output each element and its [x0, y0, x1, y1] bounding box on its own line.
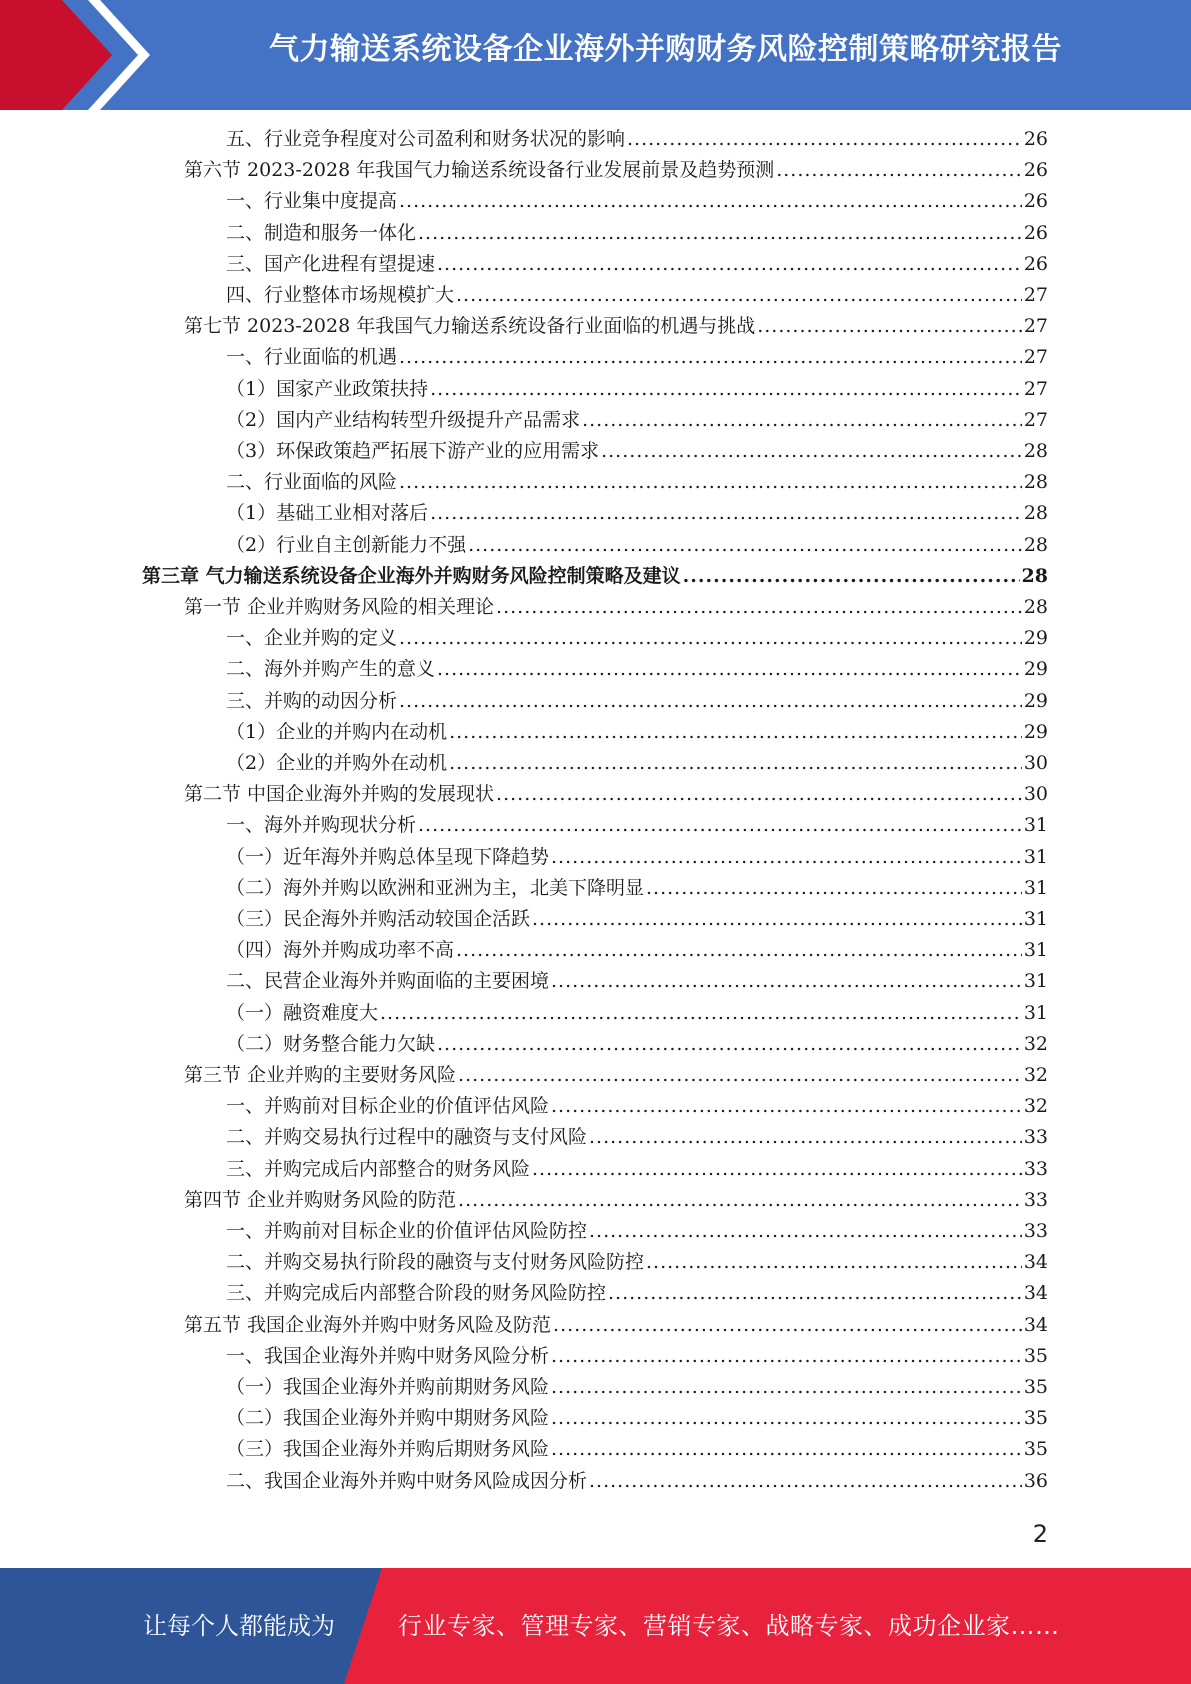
toc-dot-leader — [399, 342, 1022, 373]
toc-entry-label: 二、行业面临的风险 — [226, 471, 398, 494]
toc-entry-page: 33 — [1023, 1220, 1048, 1242]
toc-dot-leader — [551, 966, 1022, 997]
toc-subsection-entry[interactable] — [226, 904, 1048, 935]
toc-dot-leader — [757, 311, 1022, 342]
toc-dot-leader — [646, 1247, 1022, 1278]
toc-subsection-entry[interactable] — [226, 374, 1048, 405]
toc-entry-page: 35 — [1023, 1376, 1048, 1398]
toc-dot-leader — [532, 904, 1022, 935]
toc-entry-page: 31 — [1023, 1001, 1048, 1024]
toc-entry-page: 28 — [1023, 596, 1048, 618]
toc-entry-page: 34 — [1023, 1282, 1048, 1305]
toc-dot-leader — [683, 561, 1020, 592]
toc-dot-leader — [399, 186, 1022, 217]
toc-dot-leader — [646, 873, 1022, 904]
toc-subsection-entry[interactable] — [226, 1403, 1048, 1434]
toc-entry-label: （四）海外并购成功率不高 — [226, 939, 455, 962]
toc-subsection-entry[interactable] — [226, 1154, 1048, 1185]
toc-entry-page: 28 — [1023, 471, 1048, 494]
toc-entry-page: 26 — [1023, 252, 1048, 275]
toc-subsection-entry[interactable] — [226, 1434, 1048, 1465]
toc-dot-leader — [551, 842, 1022, 873]
toc-entry-page: 31 — [1023, 876, 1048, 899]
toc-entry-page: 29 — [1023, 689, 1048, 712]
toc-entry-label: 五、行业竞争程度对公司盈利和财务状况的影响 — [226, 128, 626, 150]
toc-entry-page: 31 — [1023, 970, 1048, 993]
toc-subsection-entry[interactable] — [226, 498, 1048, 529]
toc-entry-page: 27 — [1023, 284, 1048, 306]
toc-subsection-entry[interactable] — [226, 717, 1048, 748]
toc-entry-page: 36 — [1023, 1469, 1048, 1492]
toc-subsection-entry[interactable] — [226, 530, 1048, 561]
toc-entry-label: （三）民企海外并购活动较国企活跃 — [226, 908, 531, 930]
toc-dot-leader — [430, 498, 1022, 529]
toc-dot-leader — [551, 1403, 1022, 1434]
toc-entry-page: 26 — [1023, 190, 1048, 213]
toc-dot-leader — [458, 1060, 1022, 1091]
toc-dot-leader — [627, 124, 1022, 155]
toc-entry-label: 二、并购交易执行阶段的融资与支付财务风险防控 — [226, 1251, 645, 1274]
toc-entry-label: 一、行业集中度提高 — [226, 190, 398, 213]
toc-entry-label: 二、我国企业海外并购中财务风险成因分析 — [226, 1469, 588, 1492]
toc-subsection-entry[interactable] — [226, 467, 1048, 498]
toc-entry-page: 26 — [1023, 159, 1048, 182]
toc-subsection-entry[interactable] — [226, 280, 1048, 311]
toc-entry-label: 第三章 气力输送系统设备企业海外并购财务风险控制策略及建议 — [142, 564, 681, 587]
toc-subsection-entry[interactable] — [226, 218, 1048, 249]
toc-entry-label: （一）近年海外并购总体呈现下降趋势 — [226, 845, 550, 868]
toc-entry-page: 29 — [1023, 720, 1048, 743]
toc-subsection-entry[interactable] — [226, 405, 1048, 436]
toc-dot-leader — [456, 280, 1022, 311]
toc-entry-page: 31 — [1023, 845, 1048, 868]
toc-entry-page: 31 — [1023, 939, 1048, 962]
toc-entry-page: 35 — [1023, 1407, 1048, 1430]
toc-dot-leader — [399, 467, 1022, 498]
toc-entry-page: 28 — [1023, 533, 1048, 556]
toc-subsection-entry[interactable] — [226, 686, 1048, 717]
toc-section-entry[interactable] — [184, 592, 1048, 623]
toc-entry-label: 一、我国企业海外并购中财务风险分析 — [226, 1344, 550, 1367]
page-number: 2 — [1032, 1520, 1048, 1548]
footer-slogan-right: 行业专家、管理专家、营销专家、战略专家、成功企业家…… — [398, 1612, 1060, 1640]
toc-subsection-entry[interactable] — [226, 1466, 1048, 1497]
toc-dot-leader — [582, 405, 1022, 436]
toc-dot-leader — [399, 686, 1022, 717]
toc-dot-leader — [551, 1372, 1022, 1403]
toc-entry-page: 29 — [1023, 658, 1048, 681]
toc-subsection-entry[interactable] — [226, 342, 1048, 373]
toc-dot-leader — [458, 1185, 1022, 1216]
toc-subsection-entry[interactable] — [226, 810, 1048, 841]
toc-dot-leader — [418, 810, 1022, 841]
toc-dot-leader — [589, 1466, 1022, 1497]
toc-entry-label: 四、行业整体市场规模扩大 — [226, 284, 455, 306]
toc-dot-leader — [589, 1122, 1022, 1153]
toc-dot-leader — [437, 249, 1022, 280]
toc-subsection-entry[interactable] — [226, 1372, 1048, 1403]
toc-entry-label: 第六节 2023-2028 年我国气力输送系统设备行业发展前景及趋势预测 — [184, 159, 775, 182]
toc-dot-leader — [551, 1091, 1022, 1122]
toc-dot-leader — [553, 1310, 1022, 1341]
toc-dot-leader — [468, 530, 1022, 561]
toc-section-entry[interactable] — [184, 311, 1048, 342]
toc-entry-label: （一）我国企业海外并购前期财务风险 — [226, 1376, 550, 1398]
toc-entry-label: 第四节 企业并购财务风险的防范 — [184, 1188, 457, 1211]
toc-entry-page: 27 — [1023, 346, 1048, 369]
toc-subsection-entry[interactable] — [226, 249, 1048, 280]
toc-entry-page: 32 — [1023, 1064, 1048, 1086]
toc-entry-label: （二）海外并购以欧洲和亚洲为主，北美下降明显 — [226, 876, 645, 899]
toc-section-entry[interactable] — [184, 155, 1048, 186]
toc-entry-page: 31 — [1023, 814, 1048, 837]
toc-entry-label: （三）我国企业海外并购后期财务风险 — [226, 1438, 550, 1461]
toc-entry-label: 一、并购前对目标企业的价值评估风险 — [226, 1095, 550, 1118]
toc-subsection-entry[interactable] — [226, 1247, 1048, 1278]
toc-section-entry[interactable] — [184, 779, 1048, 810]
toc-dot-leader — [399, 623, 1022, 654]
toc-entry-label: 一、企业并购的定义 — [226, 627, 398, 650]
toc-dot-leader — [608, 1278, 1022, 1309]
toc-subsection-entry[interactable] — [226, 186, 1048, 217]
toc-entry-label: （1）国家产业政策扶持 — [226, 377, 429, 400]
toc-entry-page: 32 — [1023, 1095, 1048, 1118]
toc-section-entry[interactable] — [184, 1310, 1048, 1341]
toc-dot-leader — [601, 436, 1022, 467]
toc-entry-page: 29 — [1023, 627, 1048, 650]
toc-entry-label: （2）国内产业结构转型升级提升产品需求 — [226, 408, 581, 431]
toc-entry-label: 一、并购前对目标企业的价值评估风险防控 — [226, 1220, 588, 1242]
toc-subsection-entry[interactable] — [226, 935, 1048, 966]
toc-entry-page: 26 — [1023, 128, 1048, 150]
toc-dot-leader — [380, 998, 1022, 1029]
toc-entry-label: 第三节 企业并购的主要财务风险 — [184, 1064, 457, 1086]
toc-entry-page: 35 — [1023, 1344, 1048, 1367]
toc-chapter-entry[interactable] — [142, 561, 1048, 592]
toc-section-entry[interactable] — [184, 1185, 1048, 1216]
toc-subsection-entry[interactable] — [226, 1122, 1048, 1153]
toc-dot-leader — [532, 1154, 1022, 1185]
page-header — [0, 0, 1191, 110]
toc-entry-page: 33 — [1023, 1188, 1048, 1211]
toc-entry-label: （2）行业自主创新能力不强 — [226, 533, 467, 556]
toc-subsection-entry[interactable] — [226, 1341, 1048, 1372]
toc-entry-label: （1）基础工业相对落后 — [226, 502, 429, 525]
toc-entry-page: 35 — [1023, 1438, 1048, 1461]
toc-dot-leader — [496, 592, 1022, 623]
toc-entry-label: 第五节 我国企业海外并购中财务风险及防范 — [184, 1313, 552, 1336]
toc-dot-leader — [496, 779, 1022, 810]
toc-entry-page: 31 — [1023, 908, 1048, 930]
toc-entry-page: 28 — [1021, 564, 1048, 587]
toc-entry-page: 30 — [1023, 783, 1048, 806]
page-footer — [0, 1568, 1191, 1684]
toc-entry-label: 三、并购完成后内部整合阶段的财务风险防控 — [226, 1282, 607, 1305]
toc-entry-label: 二、民营企业海外并购面临的主要困境 — [226, 970, 550, 993]
toc-entry-label: 二、并购交易执行过程中的融资与支付风险 — [226, 1126, 588, 1149]
toc-dot-leader — [418, 218, 1022, 249]
toc-entry-page: 33 — [1023, 1157, 1048, 1180]
toc-subsection-entry[interactable] — [226, 1278, 1048, 1309]
toc-dot-leader — [449, 748, 1022, 779]
toc-entry-page: 34 — [1023, 1251, 1048, 1274]
toc-entry-page: 28 — [1023, 440, 1048, 462]
toc-subsection-entry[interactable] — [226, 623, 1048, 654]
toc-entry-label: 第一节 企业并购财务风险的相关理论 — [184, 596, 495, 618]
toc-dot-leader — [456, 935, 1022, 966]
toc-subsection-entry[interactable] — [226, 966, 1048, 997]
toc-entry-page: 26 — [1023, 221, 1048, 244]
toc-section-entry[interactable] — [184, 1060, 1048, 1091]
toc-subsection-entry[interactable] — [226, 748, 1048, 779]
toc-entry-label: （二）我国企业海外并购中期财务风险 — [226, 1407, 550, 1430]
toc-entry-label: （一）融资难度大 — [226, 1001, 379, 1024]
toc-entry-page: 34 — [1023, 1313, 1048, 1336]
toc-entry-label: （3）环保政策趋严拓展下游产业的应用需求 — [226, 440, 600, 462]
toc-subsection-entry[interactable] — [226, 1216, 1048, 1247]
report-title: 气力输送系统设备企业海外并购财务风险控制策略研究报告 — [269, 32, 1062, 67]
toc-entry-label: （1）企业的并购内在动机 — [226, 720, 448, 743]
toc-entry-page: 27 — [1023, 408, 1048, 431]
toc-entry-label: 三、并购的动因分析 — [226, 689, 398, 712]
toc-entry-label: 一、海外并购现状分析 — [226, 814, 417, 837]
toc-dot-leader — [437, 1029, 1022, 1060]
toc-entry-label: 第二节 中国企业海外并购的发展现状 — [184, 783, 495, 806]
toc-dot-leader — [437, 654, 1022, 685]
toc-entry-label: 三、并购完成后内部整合的财务风险 — [226, 1157, 531, 1180]
toc-subsection-entry[interactable] — [226, 1091, 1048, 1122]
toc-entry-page: 28 — [1023, 502, 1048, 525]
toc-entry-label: （二）财务整合能力欠缺 — [226, 1032, 436, 1055]
toc-entry-label: 二、海外并购产生的意义 — [226, 658, 436, 681]
toc-entry-page: 33 — [1023, 1126, 1048, 1149]
toc-entry-label: 第七节 2023-2028 年我国气力输送系统设备行业面临的机遇与挑战 — [184, 315, 756, 338]
toc-subsection-entry[interactable] — [226, 124, 1048, 155]
toc-entry-label: （2）企业的并购外在动机 — [226, 752, 448, 774]
footer-slogan-left: 让每个人都能成为 — [143, 1612, 335, 1640]
toc-entry-label: 一、行业面临的机遇 — [226, 346, 398, 369]
toc-dot-leader — [589, 1216, 1022, 1247]
toc-entry-page: 27 — [1023, 315, 1048, 338]
toc-entry-label: 三、国产化进程有望提速 — [226, 252, 436, 275]
toc-subsection-entry[interactable] — [226, 842, 1048, 873]
toc-subsection-entry[interactable] — [226, 998, 1048, 1029]
toc-subsection-entry[interactable] — [226, 873, 1048, 904]
toc-dot-leader — [449, 717, 1022, 748]
toc-subsection-entry[interactable] — [226, 1029, 1048, 1060]
toc-subsection-entry[interactable] — [226, 654, 1048, 685]
toc-subsection-entry[interactable] — [226, 436, 1048, 467]
toc-entry-label: 二、制造和服务一体化 — [226, 221, 417, 244]
toc-dot-leader — [776, 155, 1022, 186]
toc-dot-leader — [551, 1434, 1022, 1465]
toc-entry-page: 30 — [1023, 752, 1048, 774]
toc-dot-leader — [430, 374, 1022, 405]
toc-entry-page: 32 — [1023, 1032, 1048, 1055]
toc-entry-page: 27 — [1023, 377, 1048, 400]
toc-dot-leader — [551, 1341, 1022, 1372]
